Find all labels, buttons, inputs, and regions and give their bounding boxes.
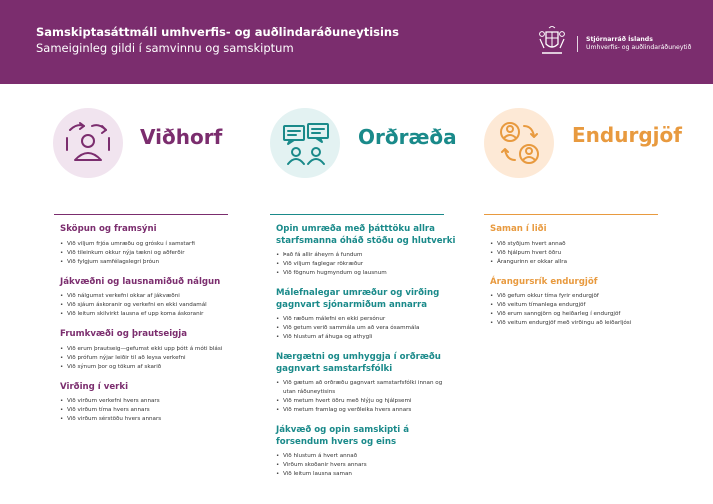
bullet-list [490, 292, 670, 328]
list-item: • Við hlustum af áhuga og athygli [276, 333, 456, 342]
section [490, 277, 670, 329]
list-item: • Við gætum að orðræðu gagnvart samstarfsfólki innan og utan ráðuneytisins [276, 379, 448, 397]
list-item: • Við gefum okkur tíma fyrir endurgjöf [490, 292, 670, 301]
divider-discourse [270, 214, 444, 215]
list-item: • Við prófum nýjar leiðir til að leysa verkefni [60, 354, 240, 363]
header-banner [0, 0, 713, 84]
column-discourse [276, 224, 456, 489]
section [60, 382, 240, 425]
bullet-list [60, 292, 240, 319]
list-item: • Við ræðum málefni en ekki persónur [276, 315, 456, 324]
list-item: • Við leitum skilvirkt lausna ef upp koma áskoranir [60, 310, 240, 319]
section-title: Jákvæð og opin samskipti á forsendum hvers og eins [276, 425, 410, 447]
section-title: Sköpun og framsýni [60, 224, 157, 234]
bullet-list [60, 240, 240, 267]
section-title: Málefnalegar umræður og virðing gagnvart sjónarmiðum annarra [276, 288, 440, 310]
section-title: Nærgætni og umhyggja í orðræðu gagnvart samstarfsfólki [276, 352, 441, 374]
list-item: • Við sýnum þor og tökum af skarið [60, 363, 240, 372]
list-item: • Við virðum tíma hvers annars [60, 406, 240, 415]
list-item: • Við erum þrautseig—gefumst ekki upp þótt á móti blási [60, 345, 240, 354]
attitude-circle [53, 108, 123, 178]
list-item: • Við fylgjum samfélagslegri þróun [60, 258, 240, 267]
section-title: Frumkvæði og þrautseigja [60, 329, 188, 339]
bullet-list [60, 345, 240, 372]
page-subtitle: Sameiginleg gildi í samvinnu og samskiptum [36, 41, 294, 55]
heading-feedback: Endurgjöf [572, 123, 682, 147]
bullet-list [276, 379, 456, 415]
section [276, 224, 456, 278]
section-title: Saman í liði [490, 224, 547, 234]
section [60, 224, 240, 267]
feedback-circle [484, 108, 554, 178]
section [60, 277, 240, 320]
list-item: • Við viljum frjóa umræðu og grósku í samstarfi [60, 240, 240, 249]
section-title: Virðing í verki [60, 381, 129, 392]
bullet-list [276, 452, 456, 479]
government-name: Stjórnarráð Íslands [586, 36, 653, 43]
bullet-list [276, 251, 456, 278]
column-feedback [490, 224, 670, 338]
ministry-name: Umhverfis- og auðlindaráðuneytið [586, 44, 692, 51]
section [276, 288, 456, 342]
heading-discourse: Orðræða [358, 125, 457, 149]
list-item: • Við metum framlag og verðleika hvers annars [276, 406, 456, 415]
section-title: Árangursrík endurgjöf [490, 276, 598, 287]
page-title: Samskiptasáttmáli umhverfis- og auðlindaráðuneytisins [36, 25, 399, 39]
divider-feedback [484, 214, 658, 215]
bullet-list [276, 315, 456, 342]
section [60, 329, 240, 372]
divider-attitude [54, 214, 228, 215]
section-title: Opin umræða með þátttöku allra starfsmanna óháð stöðu og hlutverki [276, 224, 456, 246]
list-item: • Við erum sanngjörn og heiðarleg í endurgjöf [490, 310, 670, 319]
list-item: • Við fögnum hugmyndum og lausnum [276, 269, 456, 278]
list-item: • Við viljum faglegar rökræður [276, 260, 456, 269]
list-item: • Við metum hvert öðru með hlýju og hjálpsemi [276, 397, 456, 406]
header-divider [577, 36, 578, 52]
list-item: • Það fá allir áheyrn á fundum [276, 251, 456, 260]
heading-attitude: Viðhorf [140, 125, 223, 149]
list-item: • Við virðum sérstöðu hvers annars [60, 415, 240, 424]
list-item: • Við veitum tímanlega endurgjöf [490, 301, 670, 310]
speech-bubbles-icon [270, 108, 340, 178]
section [276, 352, 456, 415]
section [276, 425, 456, 479]
list-item: • Við sjáum áskoranir og verkefni en ekki vandamál [60, 301, 240, 310]
discourse-circle [270, 108, 340, 178]
list-item: • Við hlustum á hvert annað [276, 452, 456, 461]
coat-of-arms-icon [538, 26, 566, 58]
section [490, 224, 670, 267]
list-item: • Við getum verið sammála um að vera ósammála [276, 324, 456, 333]
column-attitude [60, 224, 240, 434]
person-cycle-icon [53, 108, 123, 178]
list-item: • Við virðum verkefni hvers annars [60, 397, 240, 406]
list-item: • Virðum skoðanir hvers annars [276, 461, 456, 470]
list-item: • Við leitum lausna saman [276, 470, 456, 479]
section-title: Jákvæðni og lausnamiðuð nálgun [60, 276, 221, 287]
list-item: • Árangurinn er okkar allra [490, 258, 670, 267]
feedback-exchange-icon [484, 108, 554, 178]
list-item: • Við tileinkum okkur nýja tækni og aðferðir [60, 249, 240, 258]
list-item: • Við styðjum hvert annað [490, 240, 670, 249]
bullet-list [60, 397, 240, 424]
list-item: • Við hjálpum hvert öðru [490, 249, 670, 258]
list-item: • Við nálgumst verkefni okkar af jákvæðni [60, 292, 240, 301]
list-item: • Við veitum endurgjöf með virðingu að leiðarljósi [490, 319, 670, 328]
bullet-list [490, 240, 670, 267]
